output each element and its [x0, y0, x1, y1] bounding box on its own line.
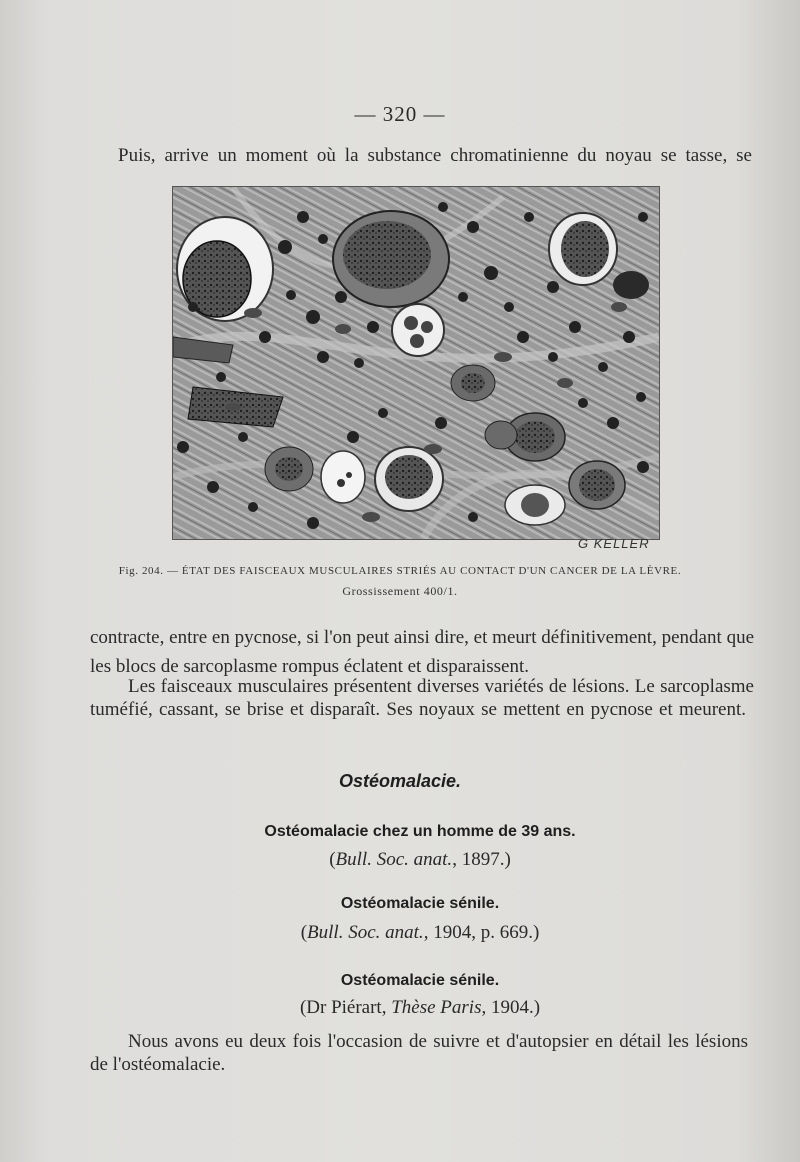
ref-open: (: [300, 922, 308, 943]
entry-reference: [0, 849, 800, 871]
ref-details: , 1904, p. 669.: [423, 922, 533, 943]
ref-open: (: [299, 997, 307, 1018]
ref-details: , 1897.: [452, 849, 505, 870]
section-heading: Ostéomalacie.: [338, 771, 462, 791]
paragraph3-line1: Nous avons eu deux fois l'occasion de suivre et d'autopsier en détail les lésions: [128, 1031, 748, 1052]
entry-reference: [0, 997, 800, 1019]
ref-open: (: [329, 849, 336, 870]
ref-close: ): [532, 922, 540, 943]
paragraph2-line2: tuméfié, cassant, se brise et disparaît. Ses noyaux se mettent en pycnose et meurent.: [90, 699, 746, 720]
entry-title: Ostéomalacie chez un homme de 39 ans.: [264, 823, 576, 840]
ref-journal: Bull. Soc. anat.: [335, 849, 453, 870]
histology-illustration: [173, 187, 659, 539]
ref-close: ): [533, 997, 541, 1018]
paragraph1-line1: contracte, entre en pycnose, si l'on peut ainsi dire, et meurt définitivement, pendant que: [90, 627, 754, 648]
paragraph2-line1: Les faisceaux musculaires présentent diverses variétés de lésions. Le sarcoplasme: [128, 676, 754, 697]
top-text-line: Puis, arrive un moment où la substance chromatinienne du noyau se tasse, se: [118, 145, 752, 166]
entry-reference: [0, 922, 800, 944]
figure-magnification: Grossissement 400/1.: [342, 584, 458, 598]
entry-title: Ostéomalacie sénile.: [340, 972, 500, 989]
figure-caption: Fig. 204. — ÉTAT DES FAISCEAUX MUSCULAIRES STRIÉS AU CONTACT D'UN CANCER DE LA LÈVRE.: [118, 565, 682, 577]
ref-details: , 1904.: [481, 997, 534, 1018]
ref-journal: Bull. Soc. anat.: [307, 922, 424, 943]
paragraph1-line2: les blocs de sarcoplasme rompus éclatent et disparaissent.: [90, 656, 529, 677]
illustrator-signature: G KELLER: [578, 536, 650, 551]
ref-thesis: Thèse Paris: [391, 997, 482, 1018]
entry-title: Ostéomalacie sénile.: [340, 895, 500, 912]
ref-close: ): [504, 849, 511, 870]
histology-figure: [172, 186, 660, 540]
ref-author: Dr Piérart,: [306, 997, 392, 1018]
paragraph3-line2: de l'ostéomalacie.: [90, 1054, 226, 1075]
page-number: — 320 —: [354, 102, 446, 126]
